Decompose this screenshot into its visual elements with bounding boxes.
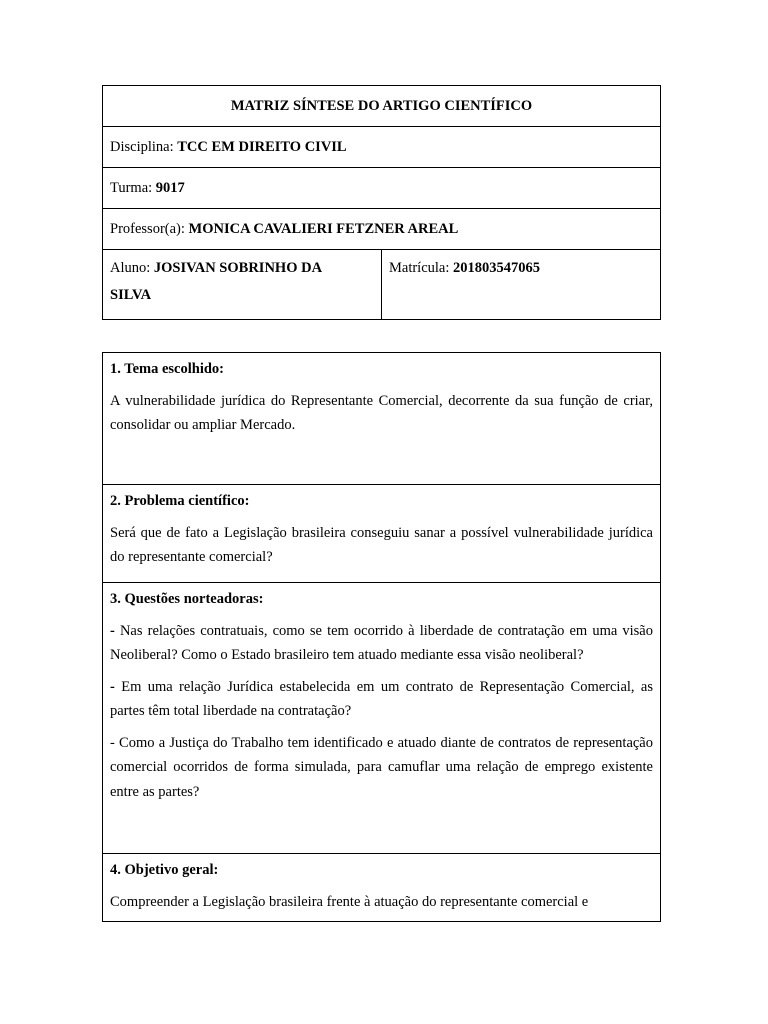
section-heading: 3. Questões norteadoras:: [110, 591, 264, 607]
turma-row: [103, 168, 661, 209]
disciplina-label: Disciplina:: [110, 139, 174, 155]
turma-value: 9017: [155, 180, 185, 196]
section-problema: [103, 485, 661, 583]
section-tema: [103, 353, 661, 485]
section-heading: 2. Problema científico:: [110, 493, 250, 509]
aluno-cell: [103, 250, 382, 320]
question-bullet: -: [110, 678, 115, 695]
question-item: [110, 731, 653, 805]
document-title-text: MATRIZ SÍNTESE DO ARTIGO CIENTÍFICO: [230, 98, 533, 114]
question-text: - Como a Justiça do Trabalho tem identificado e atuado diante de contratos de representação comercial ocorridos de forma simulada, para camuflar uma relação de emprego existente entre as partes?: [110, 734, 653, 800]
section-heading: 4. Objetivo geral:: [110, 862, 219, 878]
section-objetivo: [103, 854, 661, 922]
disciplina-value: TCC EM DIREITO CIVIL: [177, 139, 347, 155]
aluno-label: Aluno:: [110, 260, 151, 276]
question-item: [110, 619, 653, 668]
question-bullet: -: [110, 622, 115, 639]
section-text: Compreender a Legislação brasileira frente à atuação do representante comercial e: [110, 893, 589, 910]
professor-label: Professor(a):: [110, 221, 185, 237]
section-text: A vulnerabilidade jurídica do Representante Comercial, decorrente da sua função de criar, consolidar ou ampliar Mercado.: [110, 392, 653, 433]
aluno-value-line2: SILVA: [110, 287, 152, 303]
section-heading: 1. Tema escolhido:: [110, 361, 224, 377]
professor-value: MONICA CAVALIERI FETZNER AREAL: [188, 221, 459, 237]
turma-label: Turma:: [110, 180, 153, 196]
section-questoes: [103, 583, 661, 854]
sections-table: [102, 352, 661, 922]
section-text: Será que de fato a Legislação brasileira conseguiu sanar a possível vulnerabilidade jurídica do representante comercial?: [110, 524, 653, 565]
professor-row: [103, 209, 661, 250]
question-text: Em uma relação Jurídica estabelecida em um contrato de Representação Comercial, as partes têm total liberdade na contratação?: [110, 678, 653, 719]
question-text: Nas relações contratuais, como se tem ocorrido à liberdade de contratação em uma visão Neoliberal? Como o Estado brasileiro tem atuado mediante essa visão neoliberal?: [110, 622, 653, 663]
matricula-label: Matrícula:: [389, 260, 450, 276]
question-item: [110, 675, 653, 724]
aluno-value-line1: JOSIVAN SOBRINHO DA: [153, 260, 323, 276]
matricula-value: 201803547065: [453, 260, 541, 276]
disciplina-row: [103, 127, 661, 168]
matricula-cell: [382, 250, 661, 320]
document-title: [103, 86, 661, 127]
identification-table: [102, 85, 661, 320]
